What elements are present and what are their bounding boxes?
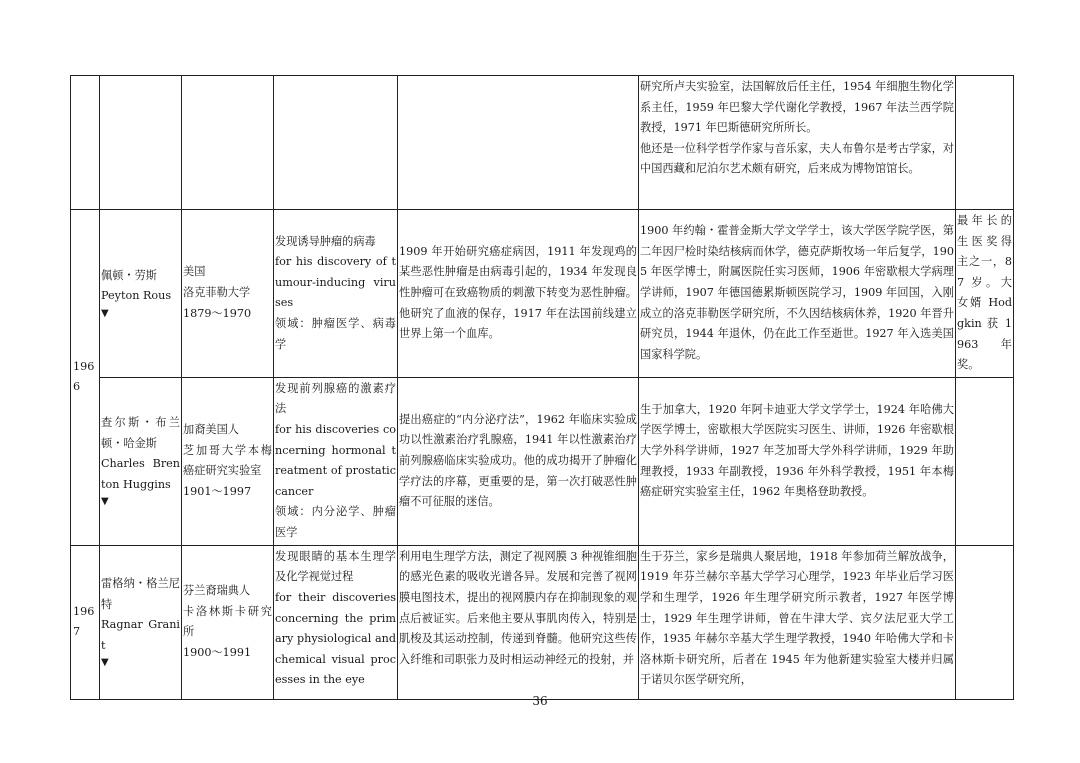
life-years: 1879～1970 bbox=[183, 306, 252, 320]
prize-cell bbox=[274, 76, 398, 210]
field: 领域：肿瘤医学、病毒学 bbox=[275, 316, 396, 351]
country: 美国 bbox=[183, 265, 206, 279]
year-cell: 1967 bbox=[71, 545, 100, 699]
bio-cell: 生于芬兰，家乡是瑞典人聚居地，1918 年参加荷兰解放战争，1919 年芬兰赫尔辛基大学学习心理学，1923 年毕业后学习医学和生理学，1926 年生理学研究所示教者，1927 年医学博士，1929 年生理学讲师，曾在牛津大学、宾夕法尼亚大学工作，1935 年赫尔辛基大学生理学教授，1940 年哈佛大学和卡洛林斯卡研究所，后者在 1945 年为他新建实验室大楼并归属于诺贝尔医学研究所， bbox=[639, 545, 956, 699]
bio-cell: 生于加拿大，1920 年阿卡迪亚大学文学学士，1924 年哈佛大学医学博士，密歇根大学医院实习医生、讲师，1926 年密歇根大学外科学讲师，1927 年芝加哥大学外科学讲师，1929 年助理教授，1933 年副教授，1936 年外科学教授，1951 年本梅癌症研究实验室主任，1962 年奥格登助教授。 bbox=[639, 377, 956, 545]
note-cell bbox=[956, 76, 1014, 210]
prize-cell bbox=[274, 377, 398, 545]
prize-cell bbox=[274, 210, 398, 378]
institution-cell bbox=[182, 377, 274, 545]
bio-cell: 1900 年约翰・霍普金斯大学文学学士，该大学医学院学医，第二年因尸检时染结核病而休学，德克萨斯牧场一年后复学，1905 年医学博士，附属医院任实习医师，1906 年密歇根大学病理学讲师，1907 年德国德累斯顿医院学习，1909 年回国，入刚成立的洛克菲勒医学研究所，不久因结核病休养，1920 年晋升研究员，1944 年退休，仍在此工作至逝世。1927 年入选美国国家科学院。 bbox=[639, 210, 956, 378]
table-row bbox=[71, 377, 1014, 545]
laureate-name-en: Peyton Rous bbox=[101, 289, 172, 303]
laureate-name-en: Ragnar Granit bbox=[101, 618, 180, 652]
prize-reason-cn: 发现前列腺癌的激素疗法 bbox=[275, 381, 396, 416]
bio-paragraph: 研究所卢夫实验室，法国解放后任主任，1954 年细胞生物化学系主任，1959 年巴黎大学代谢化学教授，1967 年法兰西学院教授，1971 年巴斯德研究所所长。 bbox=[640, 80, 954, 135]
name-cell bbox=[100, 545, 182, 699]
bio-paragraph: 他还是一位科学哲学作家与音乐家，夫人布鲁尔是考古学家，对中国西藏和尼泊尔艺术颇有研究，后来成为博物馆馆长。 bbox=[640, 141, 954, 176]
triangle-marker-icon: ▼ bbox=[101, 657, 109, 669]
name-cell bbox=[100, 76, 182, 210]
note-cell bbox=[956, 377, 1014, 545]
country: 加裔美国人 bbox=[183, 423, 239, 437]
institution-cell bbox=[182, 545, 274, 699]
institution-cell bbox=[182, 76, 274, 210]
table-row bbox=[71, 545, 1014, 699]
work-cell: 1909 年开始研究癌症病因，1911 年发现鸡的某些恶性肿瘤是由病毒引起的，1934 年发现良性肿瘤可在致癌物质的刺激下转变为恶性肿瘤。他研究了血液的保存，1917 年在法国前线建立世界上第一个血库。 bbox=[398, 210, 639, 378]
table-row bbox=[71, 76, 1014, 210]
prize-cell bbox=[274, 545, 398, 699]
prize-reason-cn: 发现诱导肿瘤的病毒 bbox=[275, 234, 376, 248]
laureate-table bbox=[70, 75, 1014, 700]
work-cell bbox=[398, 76, 639, 210]
prize-reason-cn: 发现眼睛的基本生理学及化学视觉过程 bbox=[275, 549, 396, 584]
note-cell bbox=[956, 545, 1014, 699]
laureate-name-en: Charles Brenton Huggins bbox=[101, 457, 180, 491]
laureate-name-cn: 雷格纳・格兰尼特 bbox=[101, 577, 180, 611]
bio-cell bbox=[639, 76, 956, 210]
prize-reason-en: for his discovery of tumour-inducing viruses bbox=[275, 255, 396, 310]
triangle-marker-icon: ▼ bbox=[101, 496, 109, 508]
year-cell bbox=[71, 76, 100, 210]
life-years: 1900～1991 bbox=[183, 645, 252, 659]
life-years: 1901～1997 bbox=[183, 484, 252, 498]
field: 领域：内分泌学、肿瘤医学 bbox=[275, 505, 396, 540]
institution: 洛克菲勒大学 bbox=[183, 286, 251, 300]
prize-reason-en: for their discoveries concerning the primary physiological and chemical visual processes in the eye bbox=[275, 590, 396, 687]
triangle-marker-icon: ▼ bbox=[101, 307, 109, 319]
institution-cell bbox=[182, 210, 274, 378]
institution: 卡洛林斯卡研究所 bbox=[183, 604, 272, 639]
year-cell: 1966 bbox=[71, 210, 100, 546]
name-cell bbox=[100, 210, 182, 378]
page-number: 36 bbox=[532, 694, 548, 708]
prize-reason-en: for his discoveries concerning hormonal treatment of prostatic cancer bbox=[275, 423, 396, 498]
laureate-name-cn: 查尔斯・布兰顿・哈金斯 bbox=[101, 416, 180, 450]
country: 芬兰裔瑞典人 bbox=[183, 584, 251, 598]
note-cell: 最年长的生医奖得主之一，87 岁。大女婿 Hodgkin 获 1963 年奖。 bbox=[956, 210, 1014, 378]
table-row bbox=[71, 210, 1014, 378]
laureate-name-cn: 佩顿・劳斯 bbox=[101, 268, 157, 282]
institution: 芝加哥大学本梅癌症研究实验室 bbox=[183, 443, 272, 478]
name-cell bbox=[100, 377, 182, 545]
work-cell: 提出癌症的“内分泌疗法”，1962 年临床实验成功以性激素治疗乳腺癌，1941 年以性激素治疗前列腺癌临床实验成功。他的成功揭开了肿瘤化学疗法的序幕，更重要的是，第一次打破恶性肿瘤不可征服的迷信。 bbox=[398, 377, 639, 545]
work-cell: 利用电生理学方法，测定了视网膜 3 种视锥细胞的感光色素的吸收光谱各异。发展和完善了视网膜电图技术，提出的视网膜内存在抑制现象的观点后被证实。后来他主要从事肌肉传入，特别是肌梭及其运动控制，传递到脊髓。他研究这些传入纤维和司职张力及时相运动神经元的投射，并 bbox=[398, 545, 639, 699]
